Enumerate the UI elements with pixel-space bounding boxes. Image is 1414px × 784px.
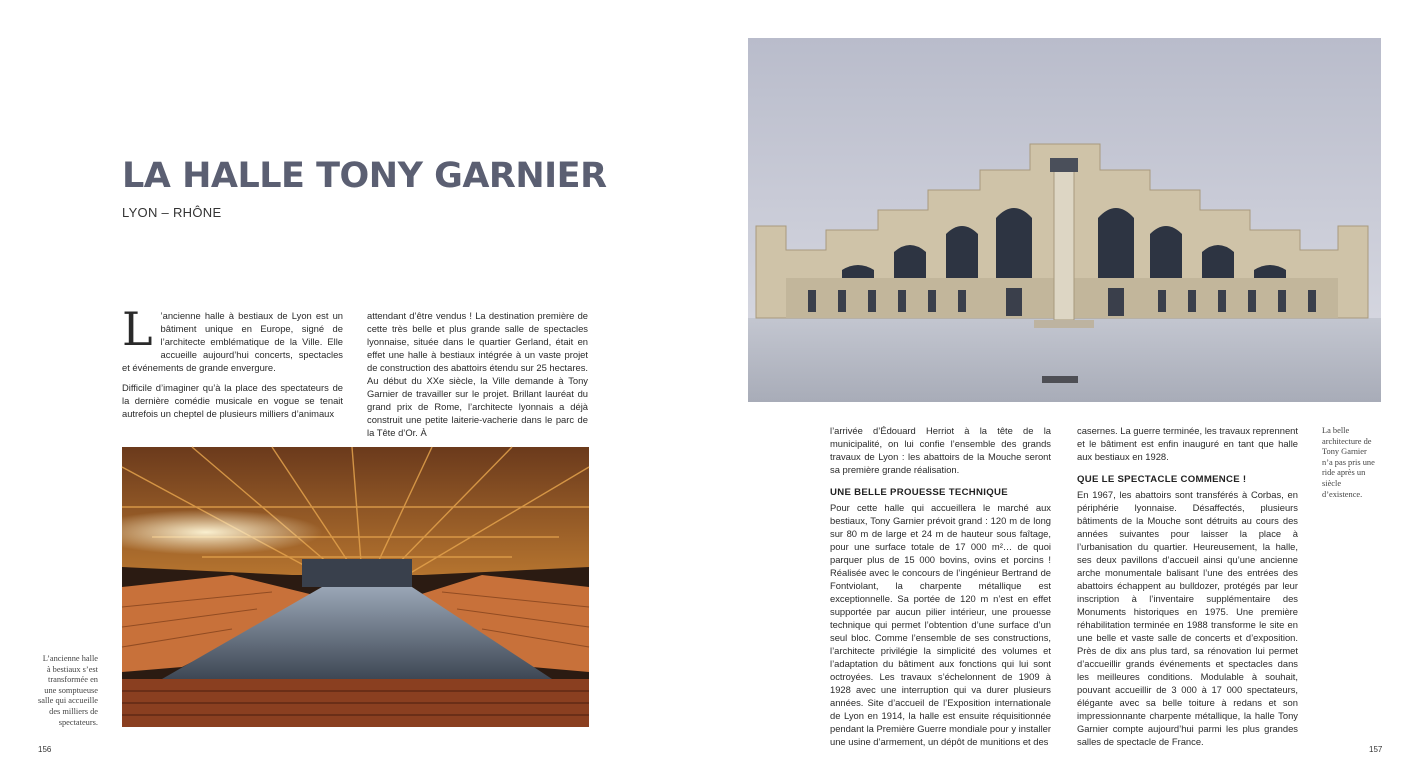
left-column-2 [367, 309, 588, 438]
right-column-2 [1077, 424, 1298, 748]
right-column-1 [830, 424, 1051, 748]
interior-photo-caption: L’ancienne halle à bestiaux s’est transformée en une somptueuse salle qui accueille des milliers de spectateurs. [38, 654, 98, 727]
section-heading: UNE BELLE PROUESSE TECHNIQUE [830, 487, 1008, 498]
facade-photo-caption: La belle architecture de Tony Garnier n’a pas pris une ride après un siècle d’existence. [1322, 426, 1375, 499]
page-subtitle: LYON – RHÔNE [122, 205, 222, 220]
facade-photo [748, 38, 1381, 402]
intro-paragraph: L ’ancienne halle à bestiaux de Lyon est un bâtiment unique en Europe, signé de l’architecte emblématique de la Ville. Elle accueille aujourd’hui concerts, spectacles et événements de grande envergure. [122, 302, 343, 373]
left-column-1 [122, 302, 343, 427]
page-number-left: 156 [38, 745, 52, 754]
body-paragraph: Pour cette halle qui accueillera le marché aux bestiaux, Tony Garnier prévoit grand : 120 m de long sur 80 m de large et 24 m de hauteur sous faîtage, pour une surface totale de 17 000 m²… de quoi parquer plus de 15 000 bovins, ovins et porcins ! Réalisée avec le concours de l’ingénieur Bertrand de Fontviolant, la charpente métallique est exceptionnelle. Sa portée de 120 m n’est en effet supportée par aucun pilier intérieur, une prouesse technique qui permet l’obtention d’une surface d’un seul bloc. Comme l’ensemble de ses constructions, l’architecte privilégie la simplicité des volumes et l’adaptation du bâtiment aux fonctions qui lui sont octroyées. Les travaux s’échelonnent de 1909 à 1928 avec une interruption qui va durer plusieurs années. Site d’accueil de l’Exposition internationale de Lyon en 1914, la halle est ensuite réquisitionnée pendant la Première Guerre mondiale pour y installer une usine d’armement, un dépôt de munitions et des [830, 502, 1051, 747]
drop-cap: L [122, 302, 153, 356]
section-heading: QUE LE SPECTACLE COMMENCE ! [1077, 474, 1247, 485]
page-title: LA HALLE TONY GARNIER [122, 156, 607, 196]
body-paragraph: casernes. La guerre terminée, les travaux reprennent et le bâtiment est enfin inauguré en tant que halle aux bestiaux en 1928. [1077, 425, 1298, 462]
body-paragraph: Difficile d’imaginer qu’à la place des spectateurs de la dernière comédie musicale en vogue se tenait autrefois un cheptel de plusieurs milliers d’animaux [122, 382, 343, 419]
body-paragraph: En 1967, les abattoirs sont transférés à Corbas, en périphérie lyonnaise. Désaffectés, plusieurs bâtiments de la Mouche sont détruits au cours des années suivantes pour laisser la place à l’urbanisation du quartier. Heureusement, la halle, ses deux pavillons d’accueil ainsi qu’une ancienne arche monumentale balisant l’une des entrées des abattoirs échappent au bulldozer, protégés par leur inscription à l’inventaire supplémentaire des Monuments historiques en 1975. Une première réhabilitation terminée en 1988 transforme le site en une belle et vaste salle de concerts et d’exposition. Près de dix ans plus tard, sa rénovation lui permet d’accueillir grands événements et spectacles dans les meilleures conditions. Modulable à souhait, pouvant accueillir de 3 000 à 17 000 spectateurs, élégante avec sa belle toiture à redans et son impressionnante charpente métallique, la halle Tony Garnier compte aujourd’hui parmi les plus grandes salles de spectacle de France. [1077, 489, 1298, 747]
body-paragraph: l’arrivée d’Édouard Herriot à la tête de la municipalité, on lui confie l’ensemble des grands travaux de Lyon : les abattoirs de la Mouche seront sa première grande réalisation. [830, 425, 1051, 475]
page-number-right: 157 [1369, 745, 1383, 754]
interior-photo [122, 447, 589, 727]
body-paragraph: attendant d’être vendus ! La destination première de cette très belle et plus grande salle de spectacles lyonnaise, située dans le quartier Gerland, était en effet une halle à bestiaux intégrée à un vaste projet de construction des abattoirs étendu sur 25 hectares. Au début du XXe siècle, la Ville demande à Tony Garnier de travailler sur le projet. Brillant lauréat du grand prix de Rome, l’architecte lyonnais a déjà construit une petite laiterie-vacherie dans le parc de la Tête d’Or. À [367, 310, 588, 438]
